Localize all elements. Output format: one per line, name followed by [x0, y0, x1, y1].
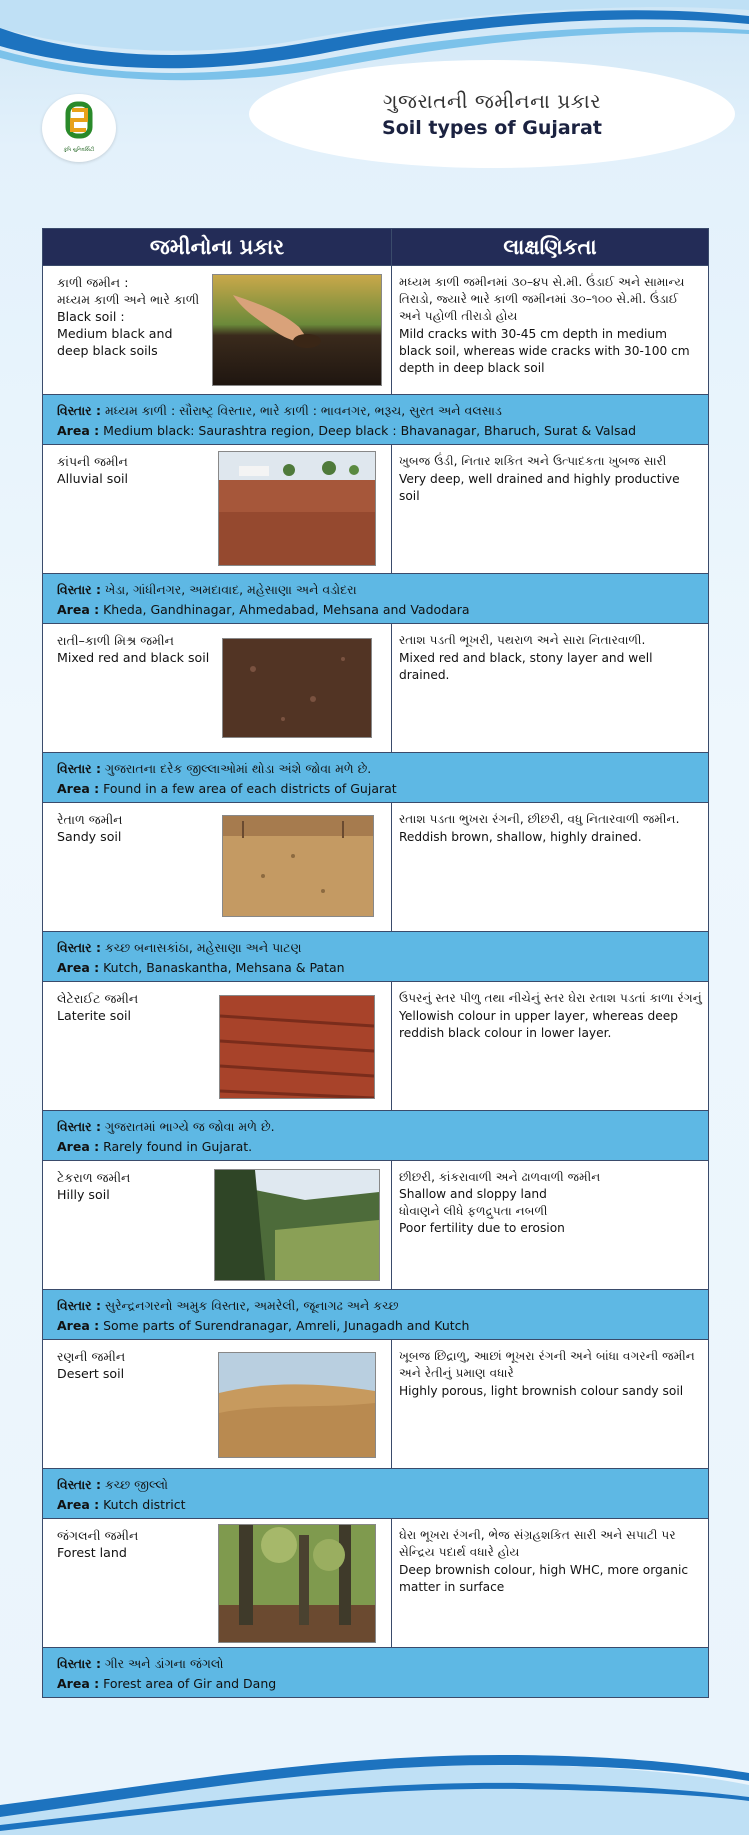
characteristics-cell	[392, 1161, 709, 1290]
table-row	[43, 803, 709, 932]
university-logo	[42, 94, 116, 162]
soil-type-cell	[43, 982, 392, 1111]
area-english: Medium black: Saurashtra region, Deep black : Bhavanagar, Bharuch, Surat & Valsad	[103, 423, 637, 438]
characteristics-cell	[392, 445, 709, 574]
table-row	[43, 445, 709, 574]
area-cell: વિસ્તાર : ગુજરાતના દરેક જીલ્લાઓમાં થોડા અંશે જોવા મળે છે. Area : Found in a few area of each districts of Gujarat	[43, 753, 709, 803]
soil-type-cell	[43, 624, 392, 753]
area-cell: વિસ્તાર : કચ્છ બનાસકાંઠા, મહેસાણા અને પાટણ Area : Kutch, Banaskantha, Mehsana & Patan	[43, 932, 709, 982]
area-english: Rarely found in Gujarat.	[103, 1139, 253, 1154]
page-title-banner	[249, 60, 735, 168]
area-row	[43, 1290, 709, 1340]
area-english: Kheda, Gandhinagar, Ahmedabad, Mehsana and Vadodara	[103, 602, 470, 617]
soil-name: રાતી–કાળી મિશ્ર જમીન Mixed red and black soil	[57, 633, 210, 665]
area-english: Kutch district	[103, 1497, 186, 1512]
table-row	[43, 266, 709, 395]
characteristics-gujarati: ઉપરનું સ્તર પીળુ તથા નીચેનું સ્તર ઘેરા રતાશ પડતાં કાળા રંગનું	[399, 991, 702, 1005]
soil-name: ટેકરાળ જમીન Hilly soil	[57, 1170, 131, 1202]
characteristics-gujarati: રતાશ પડતા ભુખરા રંગની, છીછરી, વધુ નિતારવાળી જમીન.	[399, 812, 680, 826]
soil-name: લેટેરાઈટ જમીન Laterite soil	[57, 991, 139, 1023]
soil-name: રણની જમીન Desert soil	[57, 1349, 126, 1381]
area-row	[43, 1469, 709, 1519]
area-gujarati: ગુજરાતમાં ભાગ્યે જ જોવા મળે છે.	[104, 1119, 275, 1134]
table-row	[43, 624, 709, 753]
characteristics-english: Highly porous, light brownish colour sandy soil	[399, 1384, 684, 1398]
characteristics-english: Yellowish colour in upper layer, whereas deep reddish black colour in lower layer.	[399, 1009, 678, 1040]
area-gujarati: ગુજરાતના દરેક જીલ્લાઓમાં થોડા અંશે જોવા મળે છે.	[104, 761, 372, 776]
area-gujarati: સુરેન્દ્રનગરનો અમુક વિસ્તાર, અમરેલી, જૂનાગઢ અને કચ્છ	[104, 1298, 399, 1313]
soil-image-hilly	[214, 1169, 380, 1281]
table-row	[43, 1161, 709, 1290]
characteristics-gujarati-2: ધોવાણને લીધે ફળદ્રુપતા નબળી	[399, 1204, 548, 1218]
characteristics-gujarati: મધ્યમ કાળી જમીનમાં ૩૦–૪૫ સે.મી. ઉંડાઈ અને સામાન્ય તિરાડો, જ્યારે ભારે કાળી જમીનમાં ૩૦–૧૦૦ સે.મી. ઉંડાઈ અને પહોળી તીરાડો હોય	[399, 275, 685, 323]
characteristics-cell	[392, 803, 709, 932]
soil-name: જંગલની જમીન Forest land	[57, 1528, 139, 1560]
area-cell: વિસ્તાર : મધ્યમ કાળી : સૌરાષ્ટ્ર વિસ્તાર, ભારે કાળી : ભાવનગર, ભરૂચ, સુરત અને વલસાડ Area : Medium black: Saurashtra region, Deep black : Bhavanagar, Bharuch, Surat & Valsad	[43, 395, 709, 445]
characteristics-english: Very deep, well drained and highly productive soil	[399, 472, 680, 503]
characteristics-english: Mixed red and black, stony layer and well drained.	[399, 651, 653, 682]
area-english: Kutch, Banaskantha, Mehsana & Patan	[103, 960, 345, 975]
area-cell: વિસ્તાર : કચ્છ જીલ્લો Area : Kutch district	[43, 1469, 709, 1519]
characteristics-english: Mild cracks with 30-45 cm depth in medium black soil, whereas wide cracks with 30-100 cm depth in deep black soil	[399, 327, 690, 375]
soil-type-cell	[43, 803, 392, 932]
area-english: Found in a few area of each districts of Gujarat	[103, 781, 397, 796]
characteristics-english: Reddish brown, shallow, highly drained.	[399, 830, 642, 844]
characteristics-cell	[392, 624, 709, 753]
soil-image-laterite	[219, 995, 375, 1099]
area-row	[43, 1111, 709, 1161]
area-gujarati: ખેડા, ગાંધીનગર, અમદાવાદ, મહેસાણા અને વડોદરા	[104, 582, 357, 597]
area-row	[43, 932, 709, 982]
soil-types-table	[42, 228, 709, 1698]
soil-type-cell	[43, 445, 392, 574]
area-row	[43, 395, 709, 445]
soil-type-cell	[43, 1161, 392, 1290]
column-header-soil-type: જમીનોના પ્રકાર	[43, 229, 392, 266]
area-english: Some parts of Surendranagar, Amreli, Junagadh and Kutch	[103, 1318, 470, 1333]
characteristics-cell	[392, 1519, 709, 1648]
soil-image-alluvial	[218, 451, 376, 566]
area-row	[43, 574, 709, 624]
soil-image-sandy	[222, 815, 374, 917]
characteristics-english-2: Poor fertility due to erosion	[399, 1221, 565, 1235]
soil-image-forest	[218, 1524, 376, 1643]
characteristics-gujarati: રતાશ પડતી ભૂખરી, પથરાળ અને સારા નિતારવાળી.	[399, 633, 646, 647]
area-gujarati: કચ્છ બનાસકાંઠા, મહેસાણા અને પાટણ	[104, 940, 302, 955]
characteristics-gujarati: છીછરી, કાંકરાવાળી અને ઢાળવાળી જમીન	[399, 1170, 601, 1184]
area-cell: વિસ્તાર : સુરેન્દ્રનગરનો અમુક વિસ્તાર, અમરેલી, જૂનાગઢ અને કચ્છ Area : Some parts of Surendranagar, Amreli, Junagadh and Kutch	[43, 1290, 709, 1340]
soil-type-cell	[43, 1340, 392, 1469]
area-row	[43, 753, 709, 803]
bottom-wave-decoration	[0, 1725, 749, 1835]
characteristics-gujarati: ખુબજ ઉંડી, નિતાર શકિત અને ઉત્પાદકતા ખુબજ સારી	[399, 454, 667, 468]
area-gujarati: મધ્યમ કાળી : સૌરાષ્ટ્ર વિસ્તાર, ભારે કાળી : ભાવનગર, ભરૂચ, સુરત અને વલસાડ	[104, 403, 502, 418]
characteristics-english: Deep brownish colour, high WHC, more organic matter in surface	[399, 1563, 689, 1594]
soil-name: કાળી જમીન : મધ્યમ કાળી અને ભારે કાળી Black soil : Medium black and deep black soils	[57, 275, 200, 358]
characteristics-gujarati: ખૂબજ છિદ્રાળુ, આછાં ભૂખરા રંગની અને બાંધા વગરની જમીન અને રેતીનું પ્રમાણ વધારે	[399, 1349, 695, 1380]
area-cell: વિસ્તાર : ખેડા, ગાંધીનગર, અમદાવાદ, મહેસાણા અને વડોદરા Area : Kheda, Gandhinagar, Ahmedabad, Mehsana and Vadodara	[43, 574, 709, 624]
soil-image-black	[212, 274, 382, 386]
soil-name: કાંપની જમીન Alluvial soil	[57, 454, 129, 486]
area-gujarati: કચ્છ જીલ્લો	[104, 1477, 169, 1492]
area-gujarati: ગીર અને ડાંગના જંગલો	[104, 1656, 224, 1671]
page-title-gujarati: ગુજરાતની જમીનના પ્રકાર	[382, 89, 602, 113]
soil-image-desert	[218, 1352, 376, 1458]
column-header-characteristics: લાક્ષણિકતા	[392, 229, 709, 266]
area-cell: વિસ્તાર : ગીર અને ડાંગના જંગલો Area : Forest area of Gir and Dang	[43, 1648, 709, 1698]
soil-type-cell	[43, 266, 392, 395]
area-english: Forest area of Gir and Dang	[103, 1676, 277, 1691]
characteristics-english: Shallow and sloppy land	[399, 1187, 547, 1201]
area-row	[43, 1648, 709, 1698]
characteristics-gujarati: ઘેરા ભૂખરા રંગની, ભેજ સંગ્રહશકિત સારી અને સપાટી પર સેન્દ્રિય પદાર્થ વધારે હોય	[399, 1528, 676, 1559]
soil-image-mixed	[222, 638, 372, 738]
table-row	[43, 1519, 709, 1648]
logo-caption: કૃષિ યુનિવર્સિટી	[63, 147, 95, 153]
characteristics-cell	[392, 982, 709, 1111]
table-row	[43, 1340, 709, 1469]
area-cell: વિસ્તાર : ગુજરાતમાં ભાગ્યે જ જોવા મળે છે. Area : Rarely found in Gujarat.	[43, 1111, 709, 1161]
table-row	[43, 982, 709, 1111]
page-title-english: Soil types of Gujarat	[382, 117, 602, 139]
soil-name: રેતાળ જમીન Sandy soil	[57, 812, 123, 844]
characteristics-cell	[392, 1340, 709, 1469]
characteristics-cell	[392, 266, 709, 395]
soil-type-cell	[43, 1519, 392, 1648]
